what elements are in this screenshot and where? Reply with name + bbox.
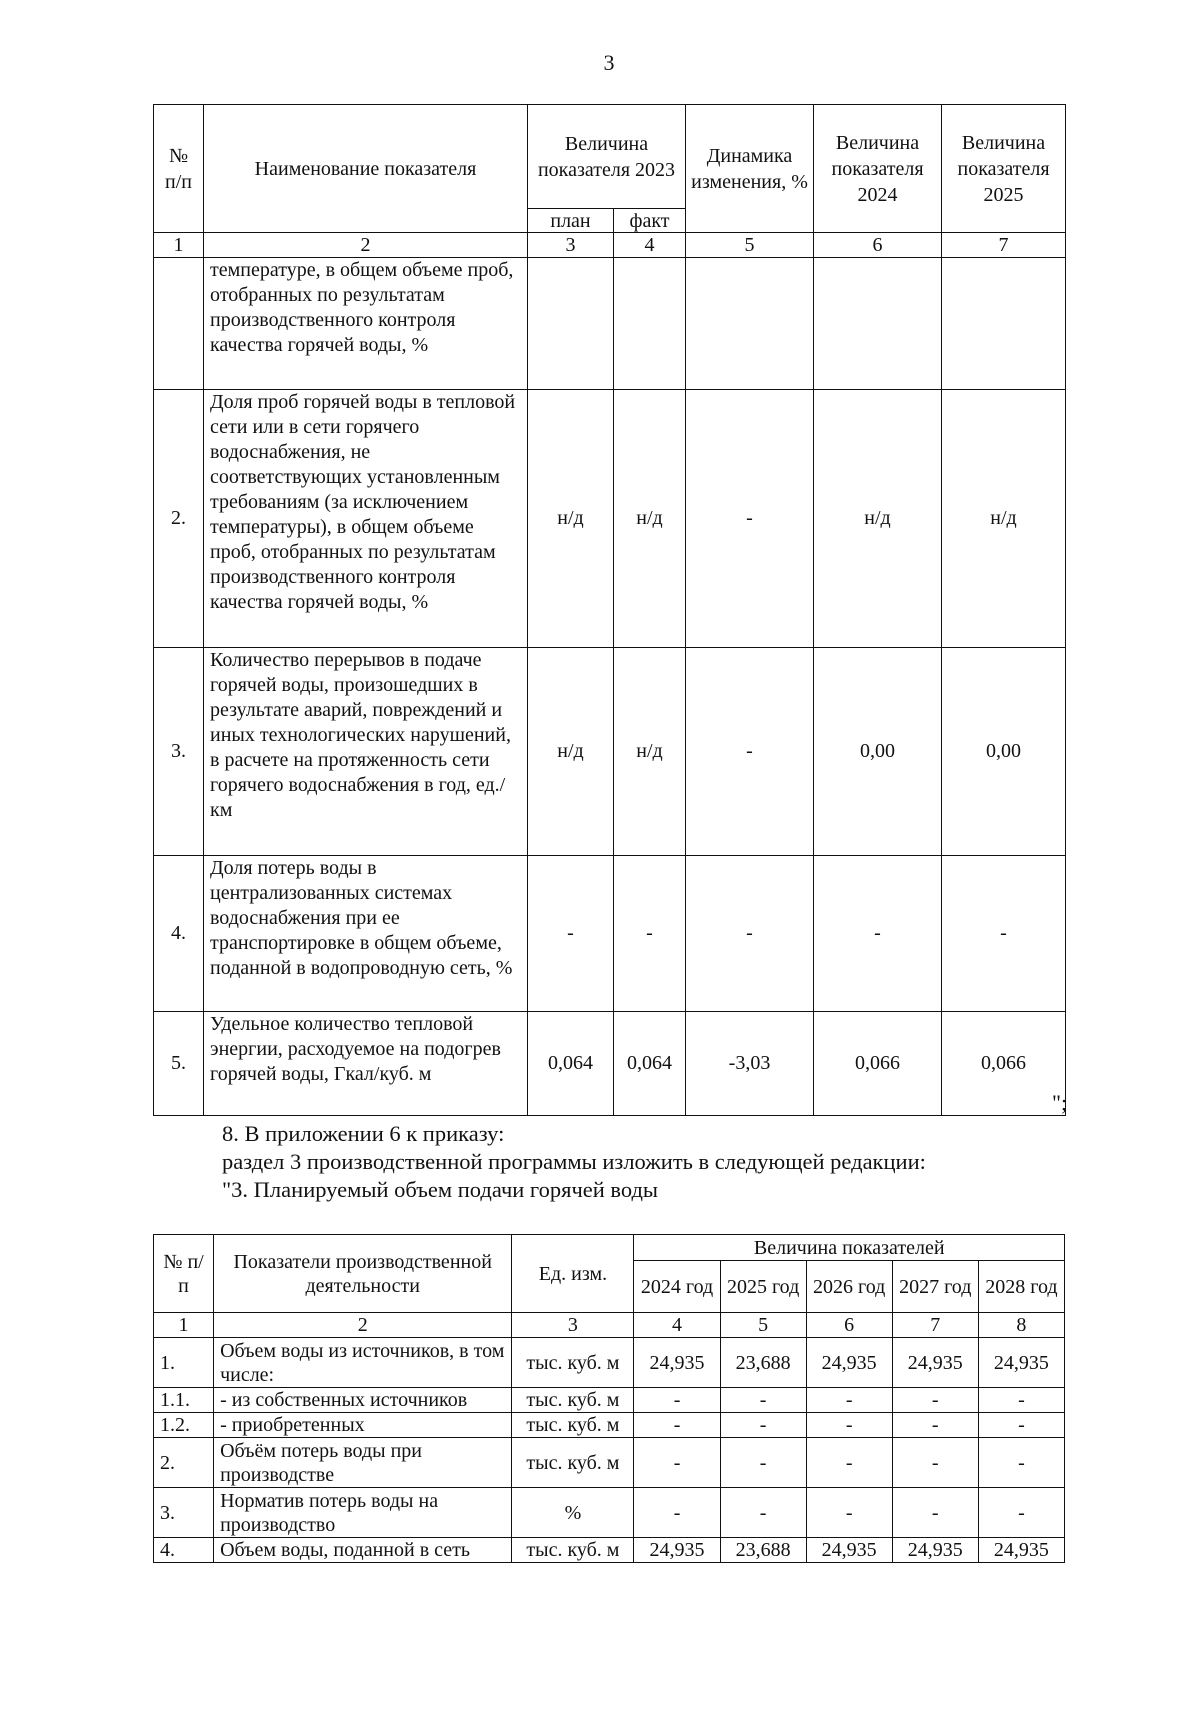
- row-value: 23,688: [720, 1338, 806, 1388]
- row-value: -: [634, 1413, 720, 1438]
- header-dynamics: Динамика изменения, %: [686, 105, 814, 233]
- column-number: 7: [892, 1313, 978, 1338]
- row-value: -: [892, 1413, 978, 1438]
- row-dynamics: [686, 258, 814, 390]
- row-value-2025: 0,00: [942, 648, 1066, 856]
- row-num: 1.2.: [154, 1413, 214, 1438]
- row-value: -: [720, 1388, 806, 1413]
- row-num: 5.: [154, 1012, 204, 1116]
- row-value: 24,935: [806, 1538, 892, 1563]
- row-fact: н/д: [614, 390, 686, 648]
- header-num: № п/п: [154, 1235, 214, 1313]
- closing-quote: ";: [1052, 1090, 1068, 1115]
- table-row: [154, 648, 1066, 856]
- row-value: -: [978, 1488, 1064, 1538]
- row-plan: н/д: [528, 390, 614, 648]
- row-value: -: [978, 1438, 1064, 1488]
- row-value-2025: -: [942, 856, 1066, 1012]
- row-value: 24,935: [634, 1538, 720, 1563]
- header-year: 2024 год: [634, 1261, 720, 1313]
- row-num: 3.: [154, 1488, 214, 1538]
- row-dynamics: -3,03: [686, 1012, 814, 1116]
- table-row: [154, 1012, 1066, 1116]
- row-num: 3.: [154, 648, 204, 856]
- row-name: Количество перерывов в подаче горячей воды, произошедших в результате аварий, повреждений и иных технологических нарушений, в расчете на протяженность сети горячего водоснабжения в год, ед./км: [204, 648, 528, 856]
- row-value-2024: 0,066: [814, 1012, 942, 1116]
- header-plan: план: [528, 209, 614, 233]
- column-number: 8: [978, 1313, 1064, 1338]
- header-fact: факт: [614, 209, 686, 233]
- column-number: 6: [814, 233, 942, 258]
- row-num: [154, 258, 204, 390]
- row-value-2024: н/д: [814, 390, 942, 648]
- row-num: 4.: [154, 1538, 214, 1563]
- column-number: 3: [528, 233, 614, 258]
- row-unit: %: [512, 1488, 634, 1538]
- header-year: 2025 год: [720, 1261, 806, 1313]
- row-unit: тыс. куб. м: [512, 1338, 634, 1388]
- row-fact: -: [614, 856, 686, 1012]
- header-values: Величина показателей: [634, 1235, 1065, 1261]
- row-fact: н/д: [614, 648, 686, 856]
- row-value-2024: -: [814, 856, 942, 1012]
- column-number: 5: [720, 1313, 806, 1338]
- column-number: 1: [154, 1313, 214, 1338]
- row-name: температуре, в общем объеме проб, отобранных по результатам производственного контроля качества горячей воды, %: [204, 258, 528, 390]
- column-number-row: [154, 1313, 1065, 1338]
- row-unit: тыс. куб. м: [512, 1388, 634, 1413]
- row-plan: -: [528, 856, 614, 1012]
- column-number-row: [154, 233, 1066, 258]
- row-name: Объём потерь воды при производстве: [214, 1438, 512, 1488]
- header-year: 2028 год: [978, 1261, 1064, 1313]
- paragraph-instruction: раздел 3 производственной программы изложить в следующей редакции:: [222, 1149, 926, 1174]
- row-value-2024: 0,00: [814, 648, 942, 856]
- row-name: Объем воды, поданной в сеть: [214, 1538, 512, 1563]
- row-name: Доля потерь воды в централизованных системах водоснабжения при ее транспортировке в общем объеме, поданной в водопроводную сеть, %: [204, 856, 528, 1012]
- header-unit: Ед. изм.: [512, 1235, 634, 1313]
- column-number: 2: [214, 1313, 512, 1338]
- row-value: -: [892, 1388, 978, 1413]
- row-value: -: [720, 1488, 806, 1538]
- row-value: -: [978, 1413, 1064, 1438]
- row-num: 2.: [154, 1438, 214, 1488]
- header-name: Наименование показателя: [204, 105, 528, 233]
- row-value-2025: [942, 258, 1066, 390]
- column-number: 7: [942, 233, 1066, 258]
- row-value: 24,935: [634, 1338, 720, 1388]
- row-value: 24,935: [978, 1538, 1064, 1563]
- row-num: 2.: [154, 390, 204, 648]
- row-fact: 0,064: [614, 1012, 686, 1116]
- row-value: 23,688: [720, 1538, 806, 1563]
- row-value: -: [634, 1388, 720, 1413]
- water-supply-table: [153, 1234, 1065, 1563]
- table-row: [154, 1438, 1065, 1488]
- table-row: [154, 1388, 1065, 1413]
- row-value: -: [806, 1413, 892, 1438]
- row-value-2024: [814, 258, 942, 390]
- row-value: 24,935: [806, 1338, 892, 1388]
- row-num: 4.: [154, 856, 204, 1012]
- row-plan: н/д: [528, 648, 614, 856]
- row-dynamics: -: [686, 856, 814, 1012]
- row-dynamics: -: [686, 390, 814, 648]
- row-num: 1.1.: [154, 1388, 214, 1413]
- row-value-2025: н/д: [942, 390, 1066, 648]
- column-number: 3: [512, 1313, 634, 1338]
- row-value: -: [806, 1488, 892, 1538]
- header-value-2025: Величина показателя 2025: [942, 105, 1066, 233]
- row-value: -: [634, 1488, 720, 1538]
- column-number: 6: [806, 1313, 892, 1338]
- row-unit: тыс. куб. м: [512, 1538, 634, 1563]
- header-indicators: Показатели производственной деятельности: [214, 1235, 512, 1313]
- row-value: -: [892, 1438, 978, 1488]
- row-dynamics: -: [686, 648, 814, 856]
- row-num: 1.: [154, 1338, 214, 1388]
- column-number: 1: [154, 233, 204, 258]
- column-number: 5: [686, 233, 814, 258]
- table-row: [154, 1538, 1065, 1563]
- table-row: [154, 390, 1066, 648]
- row-value: -: [892, 1488, 978, 1538]
- header-value-2024: Величина показателя 2024: [814, 105, 942, 233]
- column-number: 4: [634, 1313, 720, 1338]
- row-plan: 0,064: [528, 1012, 614, 1116]
- row-plan: [528, 258, 614, 390]
- header-num: № п/п: [154, 105, 204, 233]
- table-row: [154, 258, 1066, 390]
- row-fact: [614, 258, 686, 390]
- header-year: 2027 год: [892, 1261, 978, 1313]
- row-name: Объем воды из источников, в том числе:: [214, 1338, 512, 1388]
- row-unit: тыс. куб. м: [512, 1413, 634, 1438]
- table-header-row: [154, 105, 1066, 209]
- page-number: 3: [603, 50, 615, 75]
- section-heading: "3. Планируемый объем подачи горячей воды: [222, 1177, 659, 1202]
- table-row: [154, 1488, 1065, 1538]
- row-value: -: [720, 1413, 806, 1438]
- row-value: 24,935: [892, 1538, 978, 1563]
- row-unit: тыс. куб. м: [512, 1438, 634, 1488]
- header-value-2023: Величина показателя 2023: [528, 105, 686, 209]
- table-row: [154, 856, 1066, 1012]
- column-number: 4: [614, 233, 686, 258]
- row-value: -: [806, 1388, 892, 1413]
- header-year: 2026 год: [806, 1261, 892, 1313]
- table-header-row: [154, 1235, 1065, 1261]
- row-name: - из собственных источников: [214, 1388, 512, 1413]
- row-value: 24,935: [978, 1338, 1064, 1388]
- indicators-table: [153, 104, 1066, 1116]
- row-value: -: [978, 1388, 1064, 1413]
- column-number: 2: [204, 233, 528, 258]
- table-row: [154, 1338, 1065, 1388]
- row-value: -: [720, 1438, 806, 1488]
- row-name: Удельное количество тепловой энергии, расходуемое на подогрев горячей воды, Гкал/куб. м: [204, 1012, 528, 1116]
- row-value: -: [806, 1438, 892, 1488]
- paragraph-item-8: 8. В приложении 6 к приказу:: [222, 1121, 505, 1146]
- row-name: Норматив потерь воды на производство: [214, 1488, 512, 1538]
- row-value-2025: 0,066: [942, 1012, 1066, 1116]
- row-name: - приобретенных: [214, 1413, 512, 1438]
- row-name: Доля проб горячей воды в тепловой сети или в сети горячего водоснабжения, не соответствующих установленным требованиям (за исключением температуры), в общем объеме проб, отобранных по результатам производственного контроля качества горячей воды, %: [204, 390, 528, 648]
- row-value: 24,935: [892, 1338, 978, 1388]
- row-value: -: [634, 1438, 720, 1488]
- table-row: [154, 1413, 1065, 1438]
